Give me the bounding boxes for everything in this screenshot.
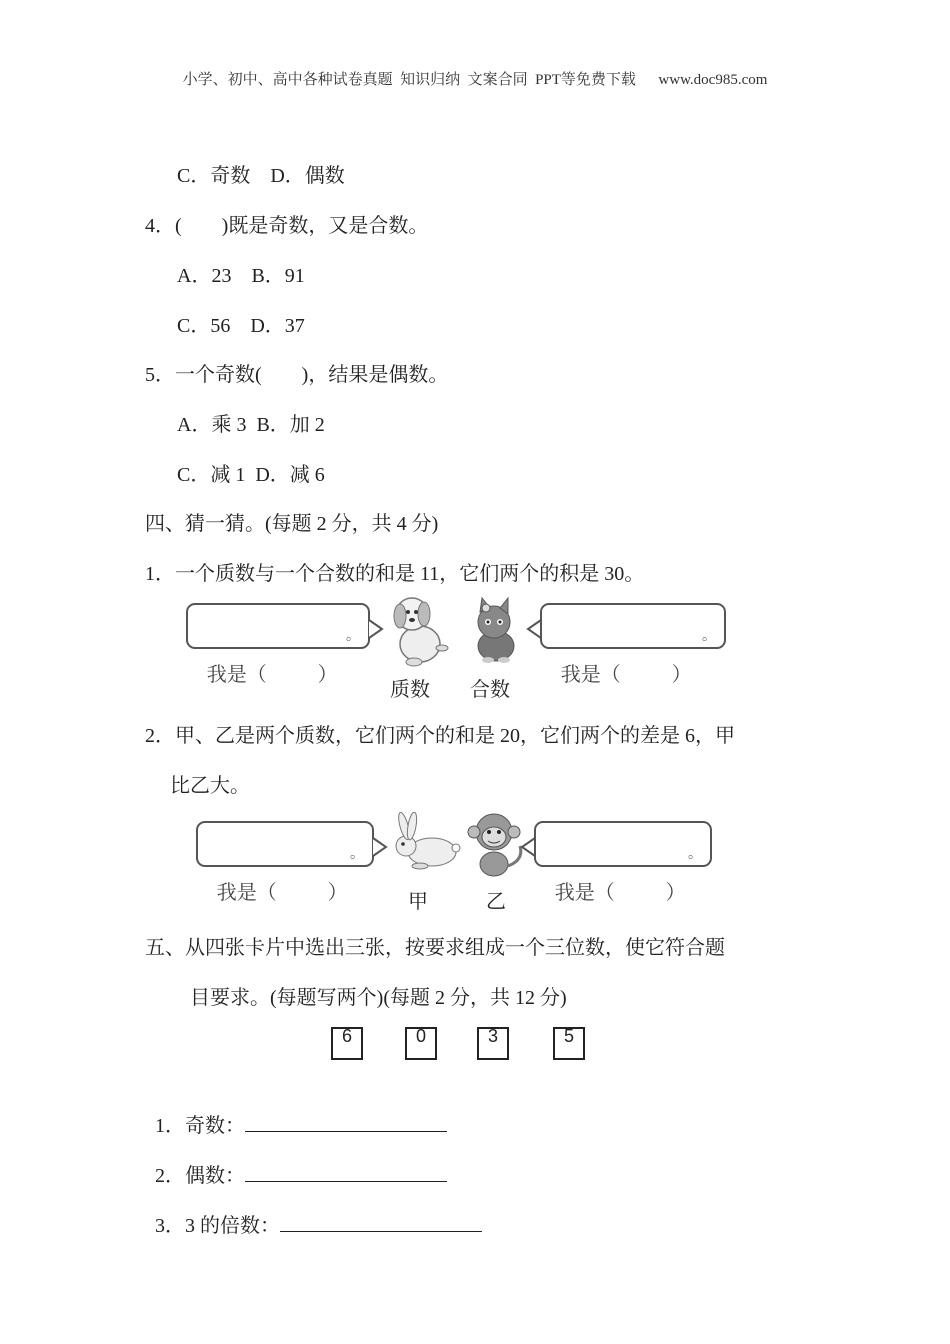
answer-blank[interactable] (245, 1161, 447, 1182)
bubble-text: 我是（ ） (560, 662, 692, 686)
s5-q1-label: 1．奇数： (155, 1115, 245, 1137)
q4-options-ab: A．23 B．91 (177, 265, 305, 287)
question-4: 4．( )既是奇数，又是合数。 (145, 215, 429, 237)
s5-q2-label: 2．偶数： (155, 1165, 245, 1187)
q5-options-ab: A．乘 3 B．加 2 (177, 414, 325, 436)
s4-question-2-line2: 比乙大。 (170, 775, 250, 797)
section-4-title: 四、猜一猜。(每题 2 分，共 4 分) (145, 513, 439, 535)
s4-question-1: 1．一个质数与一个合数的和是 11，它们两个的积是 30。 (145, 563, 645, 585)
caption-jia: 甲 (408, 891, 428, 913)
number-card: 5 (553, 1027, 585, 1060)
number-card: 6 (331, 1027, 363, 1060)
s5-question-3 (145, 1183, 482, 1240)
bubble-dot: 。 (688, 846, 702, 862)
bubble-tail (368, 618, 384, 640)
section-5-title-line2: 目要求。(每题写两个)(每题 2 分，共 12 分) (190, 987, 567, 1009)
caption-prime: 质数 (390, 679, 430, 701)
dog-icon (384, 588, 454, 668)
q4-options-cd: C．56 D．37 (177, 315, 305, 337)
monkey-icon (462, 810, 528, 880)
q5-options-cd: C．减 1 D．减 6 (177, 464, 325, 486)
speech-bubble-left-2 (196, 821, 374, 904)
s5-q3-label: 3．3 的倍数： (155, 1215, 280, 1237)
bubble-dot: 。 (702, 628, 716, 644)
rabbit-icon (386, 812, 462, 872)
number-card: 3 (477, 1027, 509, 1060)
number-card: 0 (405, 1027, 437, 1060)
section-5-title-line1: 五、从四张卡片中选出三张，按要求组成一个三位数，使它符合题 (145, 937, 725, 959)
speech-bubble-right-2 (534, 821, 712, 904)
answer-blank[interactable] (280, 1211, 482, 1232)
speech-bubble-left-1 (186, 603, 370, 686)
bubble-text: 我是（ ） (554, 880, 686, 904)
cat-icon (464, 596, 526, 666)
caption-composite: 合数 (470, 679, 510, 701)
bubble-dot: 。 (346, 628, 360, 644)
bubble-text: 我是（ ） (216, 880, 348, 904)
page-header: 小学、初中、高中各种试卷真题 知识归纳 文案合同 PPT等免费下载 www.doc985.com (182, 72, 768, 88)
s4-question-2-line1: 2．甲、乙是两个质数，它们两个的和是 20，它们两个的差是 6，甲 (145, 725, 735, 747)
bubble-text: 我是（ ） (206, 662, 338, 686)
s5-question-1 (145, 1083, 447, 1140)
answer-blank[interactable] (245, 1111, 447, 1132)
s5-question-2 (145, 1133, 447, 1190)
speech-bubble-right-1 (540, 603, 726, 686)
caption-yi: 乙 (486, 891, 506, 913)
bubble-dot: 。 (350, 846, 364, 862)
q3-options-cd: C．奇数 D．偶数 (177, 165, 345, 187)
question-5: 5．一个奇数( )，结果是偶数。 (145, 364, 449, 386)
